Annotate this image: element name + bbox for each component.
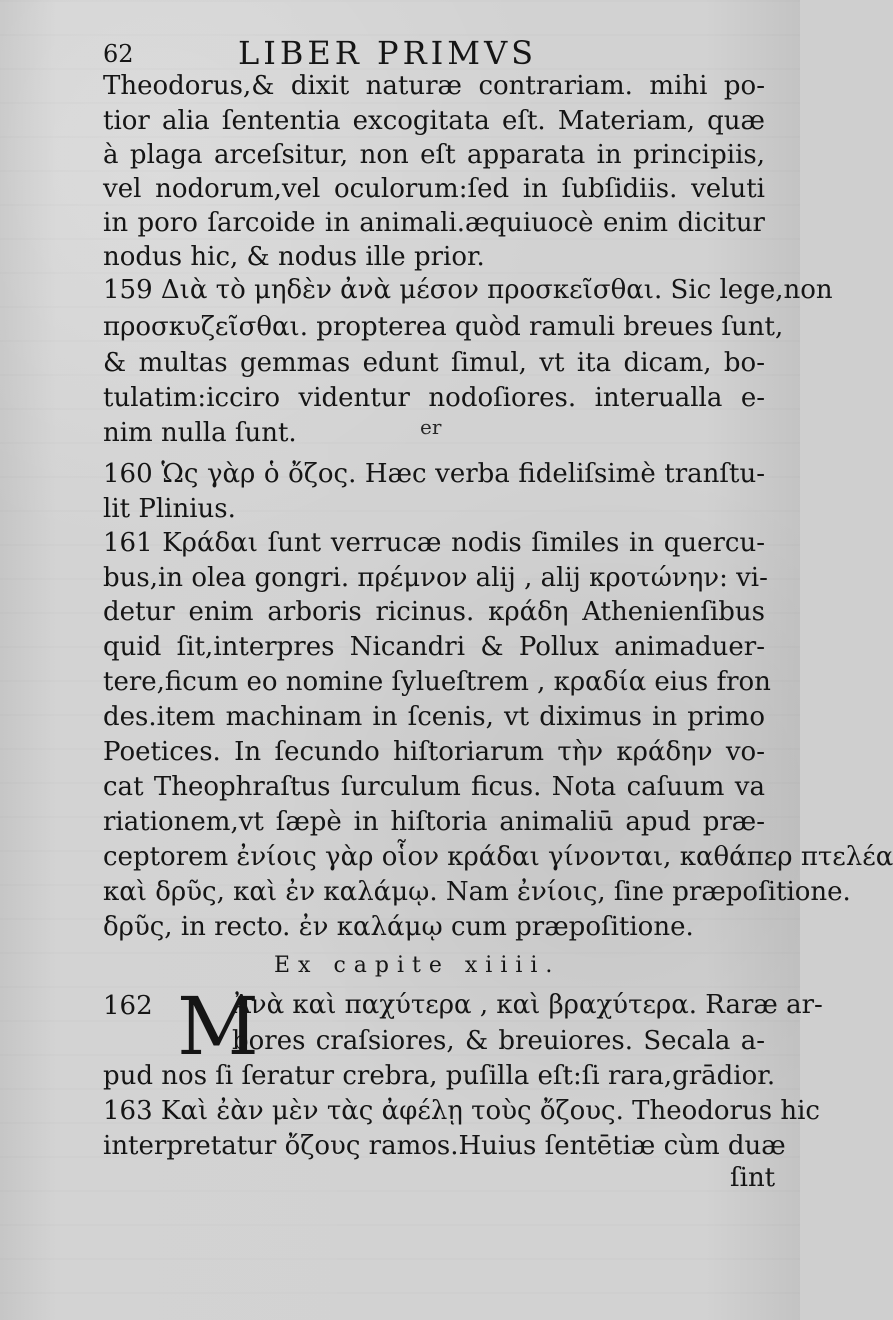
text-line-5: in poro ſarcoide in animali.æquiuocè enim dicitur	[103, 208, 765, 238]
text-line-6: nodus hic, & nodus ille prior.	[103, 242, 485, 272]
note-159-line-4: tulatim:icciro videntur nodoſiores. interualla e-	[103, 383, 765, 413]
section-title: Ex capite xiiii.	[274, 953, 561, 978]
text-line-4: vel nodorum,vel oculorum:ſed in ſubſidiis. veluti	[103, 174, 765, 204]
note-162-line-1: Ἀνὰ καὶ παχύτερα , καὶ βραχύτερα. Raræ ar-	[232, 990, 823, 1020]
text-line-2: tior alia ſententia excogitata eſt. Materiam, quæ	[103, 106, 765, 136]
note-160-line-2: lit Plinius.	[103, 494, 236, 524]
note-159-line-3: & multas gemmas edunt ſimul, vt ita dicam, bo-	[103, 348, 765, 378]
note-161-line-2: bus,in olea gongri. πρέμνον alij , alij κροτώνην: vi-	[103, 563, 768, 593]
note-161-line-5: tere,ficum eo nomine ſylueſtrem , κραδία eius fron	[103, 667, 771, 697]
note-161-line-6: des.item machinam in ſcenis, vt diximus in primo	[103, 702, 765, 732]
text-line-3: à plaga arceſsitur, non eſt apparata in principiis,	[103, 140, 765, 170]
note-162-line-2: bores craſsiores, & breuiores. Secala a-	[232, 1026, 765, 1056]
note-161-line-9: riationem,vt ſæpè in hiſtoria animaliū apud præ-	[103, 807, 765, 837]
note-162-line-3: pud nos ſi ſeratur crebra, puſilla eſt:ſi rara,grādior.	[103, 1061, 776, 1091]
note-161-line-8: cat Theophraſtus ſurculum ficus. Nota caſuum va	[103, 772, 765, 802]
note-159-line-5: nim nulla ſunt.	[103, 418, 297, 448]
note-160-line-1: 160 Ὡς γὰρ ὁ ὄζος. Hæc verba fideliſsimè tranſtu-	[103, 459, 765, 489]
page-number: 62	[103, 40, 134, 68]
note-161-line-3: detur enim arboris ricinus. κράδη Athenienſibus	[103, 597, 765, 627]
note-161-line-10: ceptorem ἐνίοις γὰρ οἷον κράδαι γίνονται, καθάπερ πτελέα	[103, 842, 893, 872]
note-161-line-7: Poetices. In ſecundo hiſtoriarum τὴν κράδην vo-	[103, 737, 765, 767]
note-163-line-1: 163 Καὶ ἐὰν μὲν τὰς ἀφέλῃ τοὺς ὄζους. Theodorus hic	[103, 1096, 820, 1126]
catchword: ſint	[730, 1163, 776, 1193]
drop-cap: M	[177, 980, 259, 1073]
note-161-line-12: δρῦς, in recto. ἐν καλάμῳ cum præpoſitione.	[103, 912, 694, 942]
note-159-line-1: 159 Διὰ τὸ μηδὲν ἀνὰ μέσον προσκεῖσθαι. Sic lege,non	[103, 275, 833, 305]
note-163-line-2: interpretatur ὄζους ramos.Huius ſentētiæ cùm duæ	[103, 1131, 786, 1161]
page-header-title: LIBER PRIMVS	[238, 34, 538, 72]
text-line-1: Theodorus,& dixit naturæ contrariam. mihi po-	[103, 71, 765, 101]
note-161-line-1: 161 Κράδαι ſunt verrucæ nodis ſimiles in quercu-	[103, 528, 765, 558]
note-162-number: 162	[103, 991, 153, 1021]
note-159-line-2: προσκυζεῖσθαι. propterea quòd ramuli breues ſunt,	[103, 312, 784, 342]
note-161-line-11: καὶ δρῦς, καὶ ἐν καλάμῳ. Nam ἐνίοις, ſine præpoſitione.	[103, 877, 851, 907]
note-161-line-4: quid ſit,interpres Nicandri & Pollux animaduer-	[103, 632, 765, 662]
marginal-note: er	[420, 415, 442, 439]
